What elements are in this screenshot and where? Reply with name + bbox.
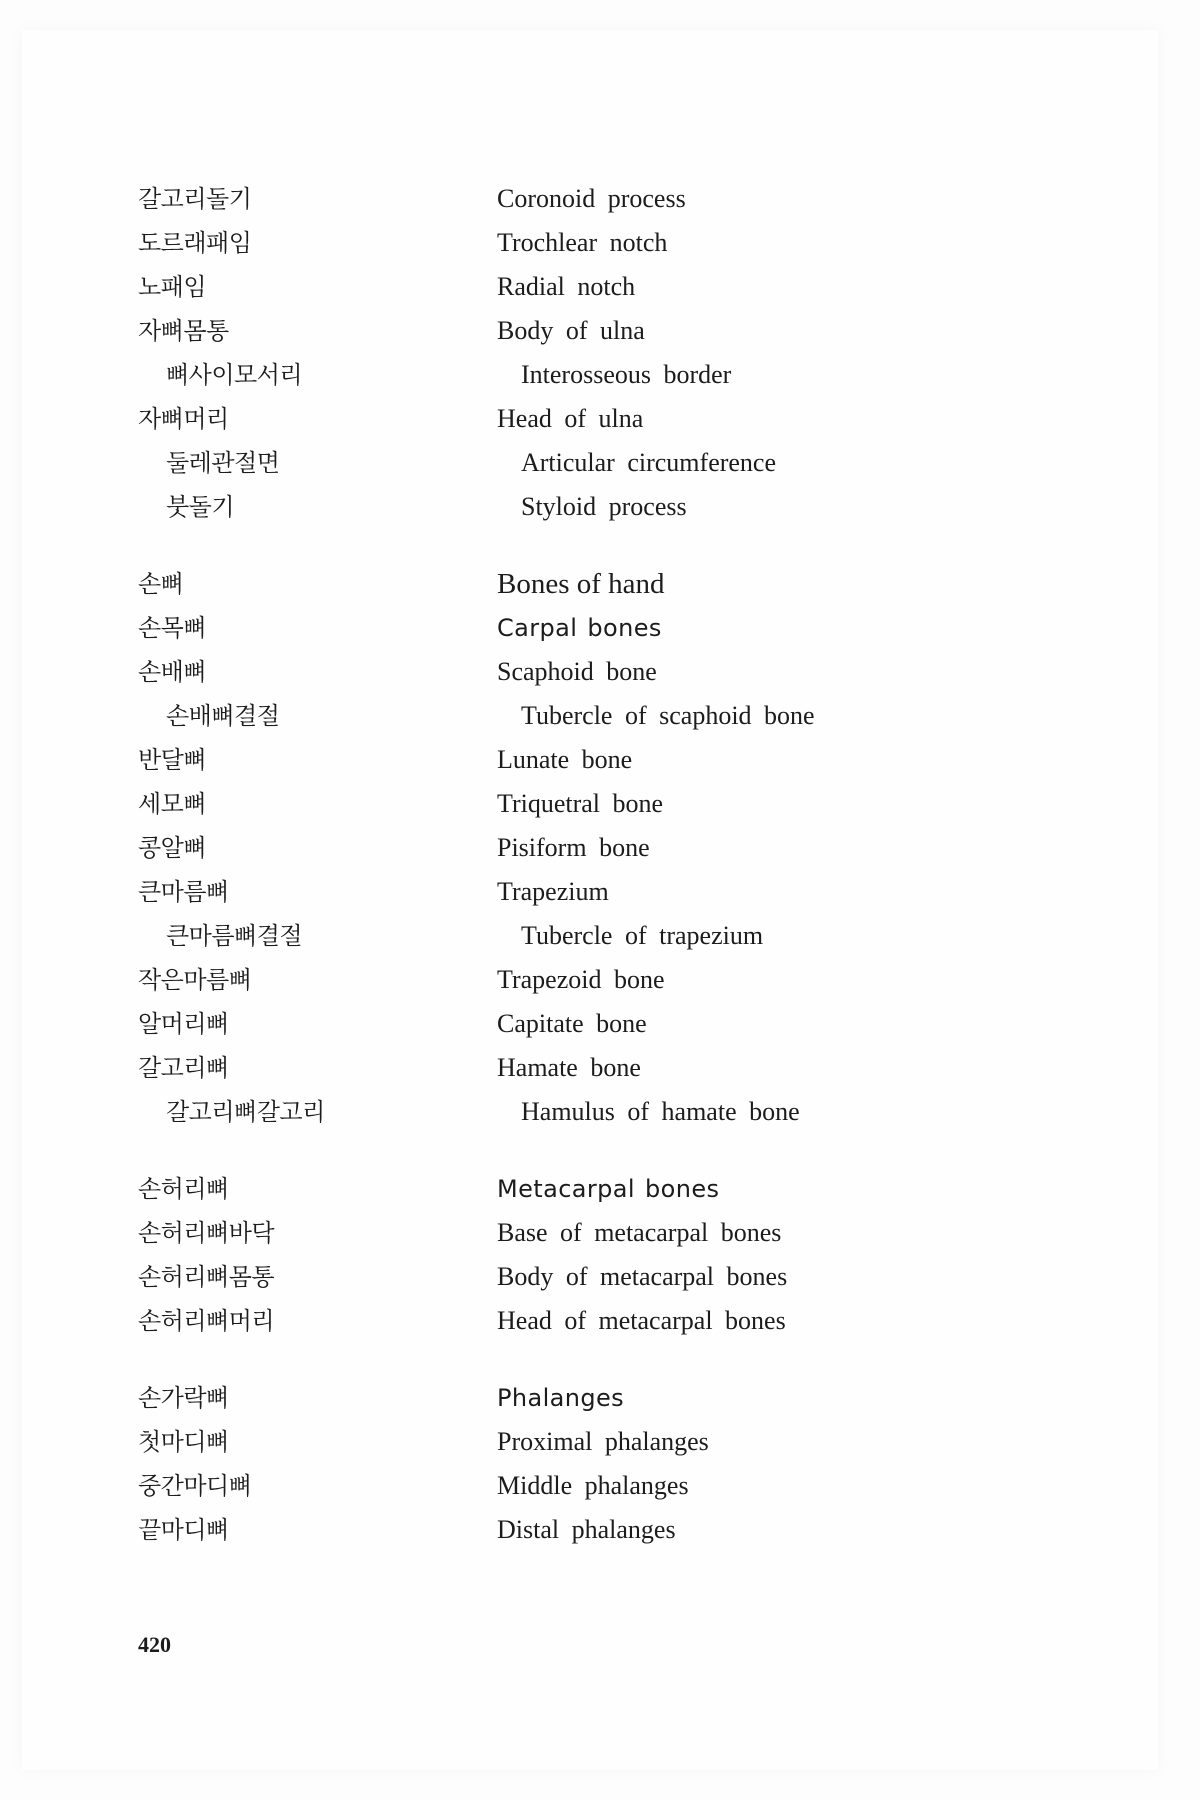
english-term: Lunate bone <box>497 745 633 774</box>
glossary-row <box>0 1090 1200 1134</box>
korean-term: 뼈사이모서리 <box>166 361 303 389</box>
korean-term: 알머리뼈 <box>138 1010 229 1038</box>
korean-term: 손배뼈 <box>138 658 207 686</box>
english-term: Distal phalanges <box>497 1515 676 1544</box>
glossary-row <box>0 694 1200 738</box>
english-term: Triquetral bone <box>497 789 664 818</box>
glossary-section <box>0 177 1200 529</box>
glossary-row <box>0 353 1200 397</box>
korean-term: 도르래패임 <box>138 229 252 257</box>
korean-term: 둘레관절면 <box>166 449 280 477</box>
english-term: Body of ulna <box>497 316 645 345</box>
glossary-row <box>0 606 1200 650</box>
korean-term: 손목뼈 <box>138 614 207 642</box>
english-term: Tubercle of trapezium <box>521 921 764 950</box>
english-term: Metacarpal bones <box>497 1175 720 1203</box>
glossary-section <box>0 1167 1200 1343</box>
glossary-row <box>0 782 1200 826</box>
korean-term: 첫마디뼈 <box>138 1428 229 1456</box>
glossary-row <box>0 562 1200 606</box>
english-term: Pisiform bone <box>497 833 650 862</box>
glossary-row <box>0 1255 1200 1299</box>
glossary-row <box>0 1464 1200 1508</box>
glossary-row <box>0 309 1200 353</box>
glossary-section <box>0 1376 1200 1552</box>
english-term: Head of metacarpal bones <box>497 1306 786 1335</box>
english-term: Trapezoid bone <box>497 965 665 994</box>
korean-term: 갈고리뼈 <box>138 1054 229 1082</box>
glossary-row <box>0 1211 1200 1255</box>
glossary-list <box>0 177 1200 1552</box>
english-term: Carpal bones <box>497 614 662 642</box>
glossary-row <box>0 650 1200 694</box>
glossary-row <box>0 485 1200 529</box>
glossary-row <box>0 397 1200 441</box>
glossary-row <box>0 1002 1200 1046</box>
korean-term: 자뼈몸통 <box>138 317 229 345</box>
english-term: Scaphoid bone <box>497 657 657 686</box>
english-term: Capitate bone <box>497 1009 647 1038</box>
glossary-row <box>0 1376 1200 1420</box>
english-term: Middle phalanges <box>497 1471 689 1500</box>
korean-term: 손허리뼈바닥 <box>138 1219 275 1247</box>
glossary-row <box>0 826 1200 870</box>
english-term: Interosseous border <box>521 360 732 389</box>
korean-term: 콩알뼈 <box>138 834 207 862</box>
korean-term: 끝마디뼈 <box>138 1516 229 1544</box>
korean-term: 갈고리뼈갈고리 <box>166 1098 325 1126</box>
glossary-row <box>0 1420 1200 1464</box>
glossary-row <box>0 870 1200 914</box>
english-term: Tubercle of scaphoid bone <box>521 701 815 730</box>
glossary-row <box>0 221 1200 265</box>
korean-term: 세모뼈 <box>138 790 207 818</box>
glossary-row <box>0 1508 1200 1552</box>
korean-term: 자뼈머리 <box>138 405 229 433</box>
glossary-row <box>0 958 1200 1002</box>
english-term: Articular circumference <box>521 448 777 477</box>
glossary-row <box>0 441 1200 485</box>
glossary-row <box>0 1167 1200 1211</box>
korean-term: 붓돌기 <box>166 493 235 521</box>
glossary-row <box>0 265 1200 309</box>
glossary-row <box>0 738 1200 782</box>
english-term: Trochlear notch <box>497 228 668 257</box>
korean-term: 작은마름뼈 <box>138 966 252 994</box>
glossary-row <box>0 177 1200 221</box>
english-term: Styloid process <box>521 492 687 521</box>
korean-term: 노패임 <box>138 273 207 301</box>
korean-term: 큰마름뼈결절 <box>166 922 303 950</box>
english-term: Phalanges <box>497 1384 625 1412</box>
korean-term: 손배뼈결절 <box>166 702 280 730</box>
korean-term: 큰마름뼈 <box>138 878 229 906</box>
glossary-section <box>0 562 1200 1134</box>
korean-term: 손뼈 <box>138 570 184 598</box>
korean-term: 갈고리돌기 <box>138 185 252 213</box>
english-term: Head of ulna <box>497 404 644 433</box>
english-term: Hamulus of hamate bone <box>521 1097 800 1126</box>
korean-term: 손허리뼈몸통 <box>138 1263 275 1291</box>
english-term: Base of metacarpal bones <box>497 1218 782 1247</box>
english-term: Hamate bone <box>497 1053 641 1082</box>
korean-term: 손허리뼈 <box>138 1175 229 1203</box>
korean-term: 중간마디뼈 <box>138 1472 252 1500</box>
english-term: Trapezium <box>497 877 609 906</box>
english-term: Proximal phalanges <box>497 1427 709 1456</box>
english-term: Coronoid process <box>497 184 686 213</box>
glossary-row <box>0 1046 1200 1090</box>
glossary-row <box>0 914 1200 958</box>
english-term: Radial notch <box>497 272 636 301</box>
english-term: Body of metacarpal bones <box>497 1262 788 1291</box>
korean-term: 반달뼈 <box>138 746 207 774</box>
korean-term: 손허리뼈머리 <box>138 1307 275 1335</box>
korean-term: 손가락뼈 <box>138 1384 229 1412</box>
page-number: 420 <box>138 1632 171 1657</box>
english-term: Bones of hand <box>497 568 665 600</box>
glossary-row <box>0 1299 1200 1343</box>
